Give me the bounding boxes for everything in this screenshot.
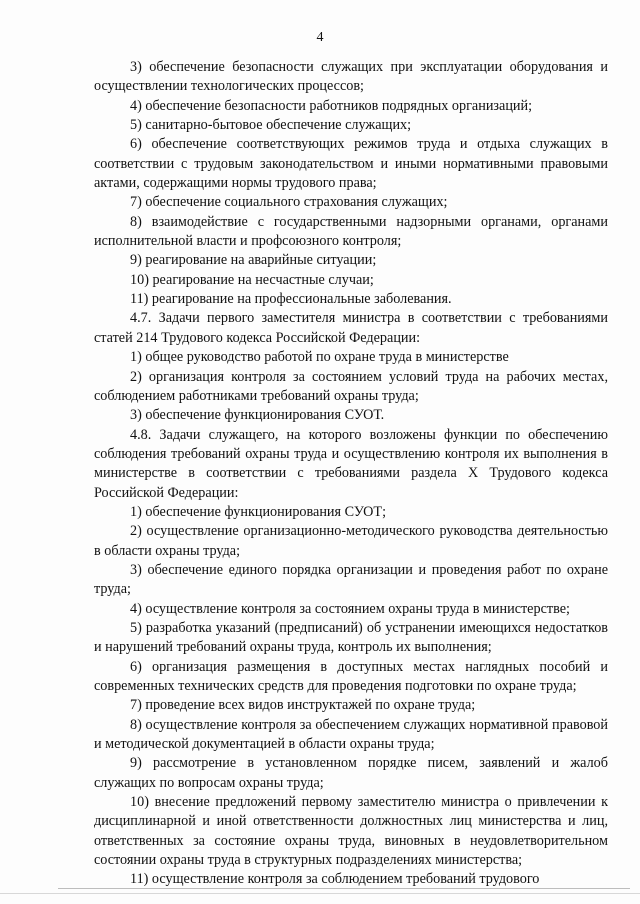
section-heading-4-7: 4.7. Задачи первого заместителя министра в соответствии с требованиями статей 214 Трудового кодекса Российской Федерации: xyxy=(94,310,608,346)
paragraph: 2) осуществление организационно-методического руководства деятельностью в области охраны труда; xyxy=(94,523,608,559)
paragraph: 4) осуществление контроля за состоянием охраны труда в министерстве; xyxy=(130,600,570,617)
paragraph: 11) реагирование на профессиональные заболевания. xyxy=(130,291,452,308)
paragraph: 1) обеспечение функционирования СУОТ; xyxy=(130,503,387,520)
paragraph: 3) обеспечение безопасности служащих при эксплуатации оборудования и осуществлении технологических процессов; xyxy=(94,59,608,95)
paragraph: 8) взаимодействие с государственными надзорными органами, органами исполнительной власти и профсоюзного контроля; xyxy=(94,213,608,250)
paragraph: 11) осуществление контроля за соблюдением требований трудового xyxy=(130,871,540,888)
paragraph: 10) внесение предложений первому заместителю министра о привлечении к дисциплинарной и иной ответственности должностных лиц министерства и лиц, ответственных за состояние охраны труда, виновных в неудовлетворительном состоянии охраны труда в структурных подразделениях министерства; xyxy=(94,794,608,869)
paragraph: 7) проведение всех видов инструктажей по охране труда; xyxy=(130,697,476,714)
page-bottom-edge xyxy=(58,888,630,889)
paragraph: 1) общее руководство работой по охране труда в министерстве xyxy=(130,349,509,366)
paragraph: 5) разработка указаний (предписаний) об устранении имеющихся недостатков и нарушений требований охраны труда, контроль их выполнения; xyxy=(94,619,608,656)
paragraph: 5) санитарно-бытовое обеспечение служащих; xyxy=(130,117,412,134)
page-bottom-edge-shadow xyxy=(0,893,640,894)
paragraph: 2) организация контроля за состоянием условий труда на рабочих местах, соблюдением работниками требований охраны труда; xyxy=(94,368,608,404)
paragraph: 6) обеспечение соответствующих режимов труда и отдыха служащих в соответствии с трудовым законодательством и иными нормативными правовыми актами, содержащими нормы трудового права; xyxy=(94,136,608,192)
paragraph: 8) осуществление контроля за обеспечением служащих нормативной правовой и методической документацией в области охраны труда; xyxy=(94,716,608,753)
paragraph: 4) обеспечение безопасности работников подрядных организаций; xyxy=(130,97,533,114)
document-body xyxy=(94,58,608,890)
paragraph: 9) реагирование на аварийные ситуации; xyxy=(130,252,377,269)
section-heading-4-8: 4.8. Задачи служащего, на которого возложены функции по обеспечению соблюдения требований охраны труда и осуществлению контроля их выполнения в министерстве в соответствии с требованиями раздела X Трудового кодекса Российской Федерации: xyxy=(94,426,608,501)
paragraph: 3) обеспечение единого порядка организации и проведения работ по охране труда; xyxy=(94,561,608,598)
paragraph: 3) обеспечение функционирования СУОТ. xyxy=(130,407,385,424)
paragraph: 9) рассмотрение в установленном порядке писем, заявлений и жалоб служащих по вопросам охраны труда; xyxy=(94,755,608,791)
paragraph: 7) обеспечение социального страхования служащих; xyxy=(130,194,448,211)
paragraph: 10) реагирование на несчастные случаи; xyxy=(130,271,374,288)
paragraph: 6) организация размещения в доступных местах наглядных пособий и современных технических средств для проведения подготовки по охране труда; xyxy=(94,658,608,694)
page-number: 4 xyxy=(316,30,324,45)
